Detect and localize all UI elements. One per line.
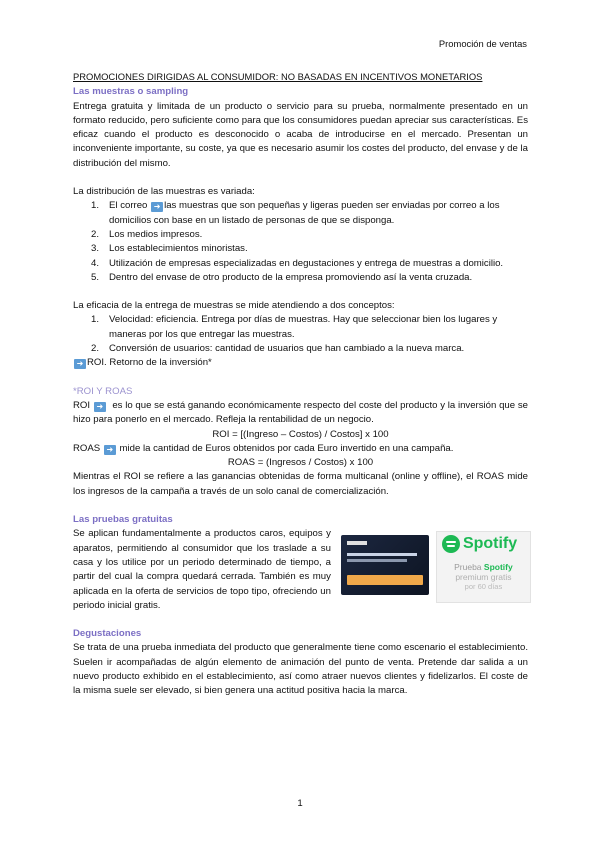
roas-definition: ROAS ➜ mide la cantidad de Euros obtenidos por cada Euro invertido en una campaña.: [73, 442, 454, 454]
roas-formula: ROAS = (Ingresos / Costos) x 100: [227, 457, 374, 469]
distribution-list: [73, 199, 528, 285]
list-item: 4. Utilización de empresas especializadas en degustaciones y entrega de muestras a domicilio.: [91, 257, 504, 269]
heading-pruebas: Las pruebas gratuitas: [73, 514, 173, 526]
list-item: 3. Los establecimientos minoristas.: [91, 243, 248, 255]
section-title: PROMOCIONES DIRIGIDAS AL CONSUMIDOR: NO BASADAS EN INCENTIVOS MONETARIOS: [73, 71, 483, 82]
page-content: [73, 70, 528, 699]
roi-formula: ROI = [(Ingreso – Costos) / Costos] x 100: [212, 428, 389, 440]
heading-muestras: Las muestras o sampling: [73, 86, 189, 98]
roi-definition: ROI ➜ es lo que se está ganando económicamente respecto del coste del producto y la inversión que se hizo para ponerlo en el mercado. Refleja la rentabilidad de un negocio.: [73, 399, 528, 426]
paragraph-pruebas: Se aplican fundamentalmente a productos caros, equipos y aparatos, permitiendo al consumidor que los traslade a su casa y los utilice por un periodo determinado de tiempo, a partir del cual la compra quedará cerrada. También es muy aplicada en la oferta de servicios de topo tipo, ofreciendo un periodo inicial gratis.: [73, 528, 331, 611]
distribution-intro: La distribución de las muestras es variada:: [73, 186, 255, 198]
paragraph-degustaciones: Se trata de una prueba inmediata del producto que generalmente tiene como escenario el establecimiento. Suelen ir acompañadas de algún elemento de animación del punto de venta. Pretende dar salida a un nuevo producto exhibido en el establecimiento, así como atraer nuevos clientes y fidelizarlos. El coste de la misma suele ser elevado, si bien genera una actitud positiva hacia la marca.: [73, 642, 528, 697]
heading-degustaciones: Degustaciones: [73, 628, 142, 640]
roi-note: ➜ ROI. Retorno de la inversión*: [73, 356, 528, 370]
arrow-right-icon: ➜: [74, 359, 86, 369]
spotify-promo-image: Spotify Prueba Spotify premium gratis por 60 días: [436, 531, 531, 603]
streaming-promo-image: [341, 535, 429, 595]
running-header: Promoción de ventas: [438, 38, 527, 49]
list-item: 1. Velocidad: eficiencia. Entrega por días de muestras. Hay que seleccionar bien los lugares y maneras por los que entregar las muestras.: [91, 314, 498, 340]
promo-images: [341, 531, 528, 603]
arrow-right-icon: ➜: [151, 202, 163, 212]
list-item: 2. Conversión de usuarios: cantidad de usuarios que han cambiado a la nueva marca.: [91, 343, 465, 355]
page-number: 1: [297, 798, 303, 809]
arrow-right-icon: ➜: [94, 402, 106, 412]
list-item: 5. Dentro del envase de otro producto de la empresa promoviendo así la venta cruzada.: [91, 271, 473, 283]
heading-roi-roas: *ROI Y ROAS: [73, 385, 133, 397]
efficacy-list: [73, 313, 528, 356]
paragraph-muestras: Entrega gratuita y limitada de un producto o servicio para su prueba, normalmente presentado en un formato reducido, pero suficiente como para que los consumidores puedan apreciar sus características. Es eficaz cuando el producto es desconocido o acaba de introducirse en el mercado. Presentan un inconveniente importante, su coste, ya que es necesario asumir los costes del producto, del envase y de la distribución del mismo.: [73, 100, 528, 169]
efficacy-intro: La eficacia de la entrega de muestras se mide atendiendo a dos conceptos:: [73, 300, 395, 312]
roi-roas-paragraph: Mientras el ROI se refiere a las ganancias obtenidas de forma multicanal (online y offline), el ROAS mide los ingresos de la campaña a través de un solo canal de comercialización.: [73, 471, 528, 497]
spotify-logo-icon: [442, 535, 460, 553]
list-item: 1. El correo ➜ las muestras que son pequeñas y ligeras pueden ser enviadas por correo a los domicilios con base en un listado de personas de que se disponga.: [91, 200, 500, 226]
list-item: 2. Los medios impresos.: [91, 228, 203, 240]
arrow-right-icon: ➜: [104, 445, 116, 455]
